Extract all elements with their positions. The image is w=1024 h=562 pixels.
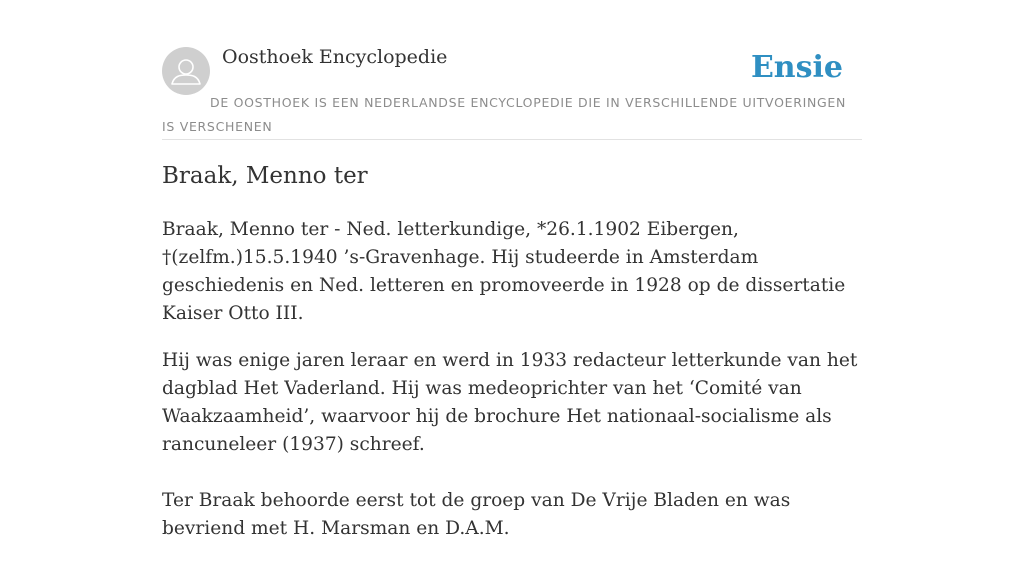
entry-paragraph: Braak, Menno ter - Ned. letterkundige, *26.1.1902 Eibergen, †(zelfm.)15.5.1940 ’s-Gravenhage. Hij studeerde in Amsterdam geschiedenis en Ned. letteren en promoveerde in 1928 op de dissertatie Kaiser Otto III.: [162, 219, 846, 324]
source-title[interactable]: Oosthoek Encyclopedie: [222, 46, 448, 68]
header-divider: [162, 139, 862, 140]
user-icon: [162, 47, 210, 95]
source-description: DE OOSTHOEK IS EEN NEDERLANDSE ENCYCLOPEDIE DIE IN VERSCHILLENDE UITVOERINGEN IS VERSCHENEN: [162, 95, 847, 134]
entry-paragraph: Hij was enige jaren leraar en werd in 1933 redacteur letterkunde van het dagblad Het Vaderland. Hij was medeoprichter van het ‘Comité van Waakzaamheid’, waarvoor hij de brochure Het nationaal-socialisme als rancuneleer (1937) schreef.: [162, 350, 858, 455]
ensie-logo[interactable]: Ensie: [750, 50, 843, 85]
source-avatar[interactable]: [162, 47, 210, 95]
entry-title: Braak, Menno ter: [162, 163, 368, 189]
entry-paragraph: Ter Braak behoorde eerst tot de groep van De Vrije Bladen en was bevriend met H. Marsman en D.A.M.: [162, 490, 791, 539]
entry-body: [162, 216, 868, 562]
